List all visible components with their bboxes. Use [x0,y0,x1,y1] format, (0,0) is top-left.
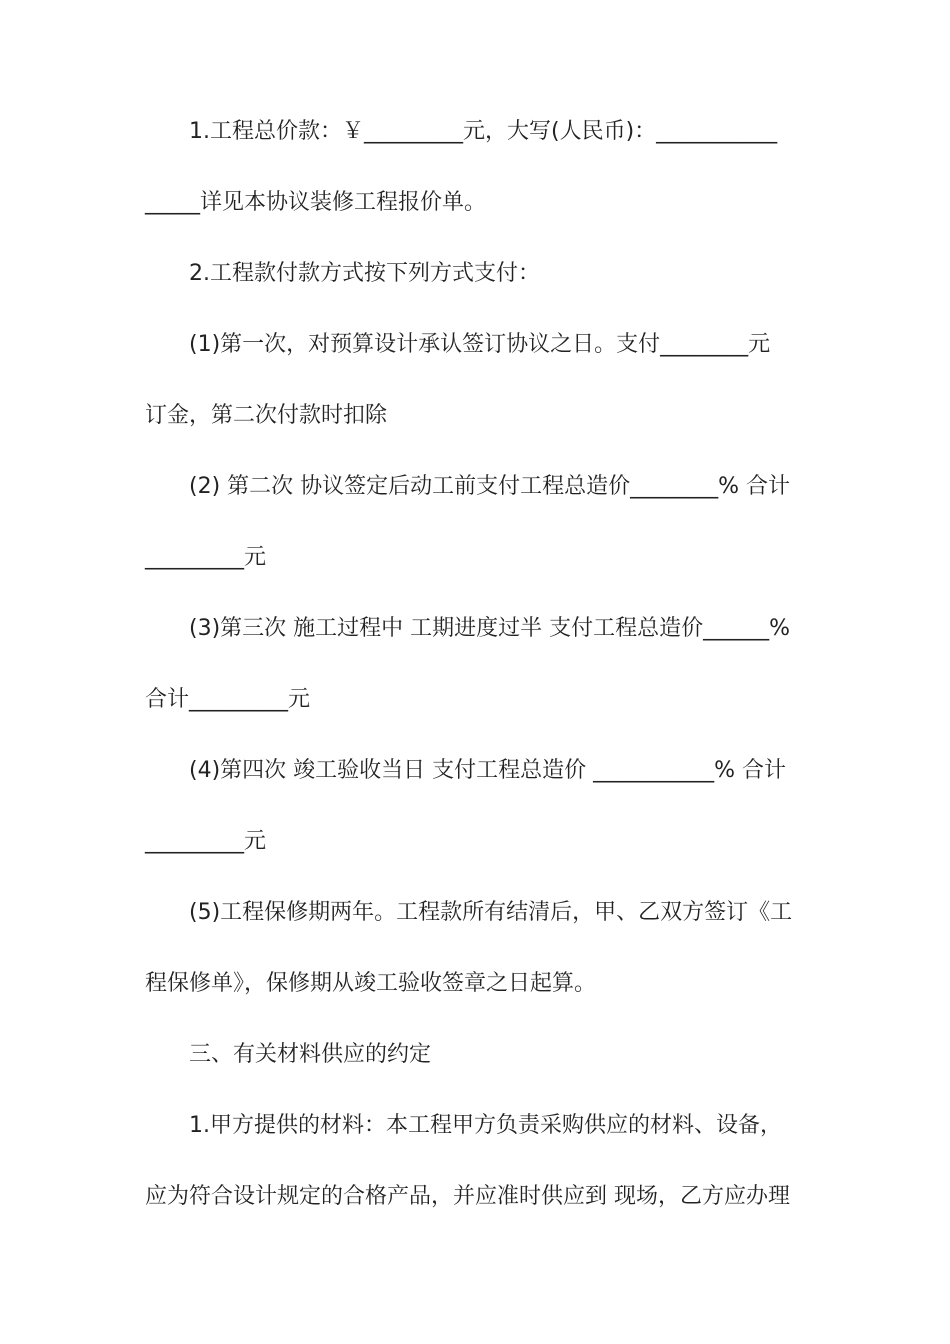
text-line: _________元 [145,545,267,570]
text-line: 应为符合设计规定的合格产品，并应准时供应到 现场，乙方应办理 [145,1184,790,1209]
text-line: 合计_________元 [145,687,311,712]
text-line: (1)第一次，对预算设计承认签订协议之日。支付________元 [189,332,771,357]
text-line: 1.甲方提供的材料：本工程甲方负责采购供应的材料、设备， [189,1113,782,1138]
section-heading: 三、有关材料供应的约定 [189,1042,432,1067]
text-line: (3)第三次 施工过程中 工期进度过半 支付工程总造价______% [189,616,791,641]
text-line: 2.工程款付款方式按下列方式支付： [189,261,540,286]
text-line: (5)工程保修期两年。工程款所有结清后，甲、乙双方签订《工 [189,900,793,925]
text-line: (2) 第二次 协议签定后动工前支付工程总造价________% 合计 [189,474,791,499]
text-line: _____详见本协议装修工程报价单。 [145,190,487,215]
text-line: 程保修单》，保修期从竣工验收签章之日起算。 [145,971,597,996]
text-line: (4)第四次 竣工验收当日 支付工程总造价 ___________% 合计 [189,758,787,783]
text-line: 订金，第二次付款时扣除 [145,403,388,428]
text-line: 1.工程总价款：￥_________元，大写(人民币)：___________ [189,119,778,144]
text-line: _________元 [145,829,267,854]
